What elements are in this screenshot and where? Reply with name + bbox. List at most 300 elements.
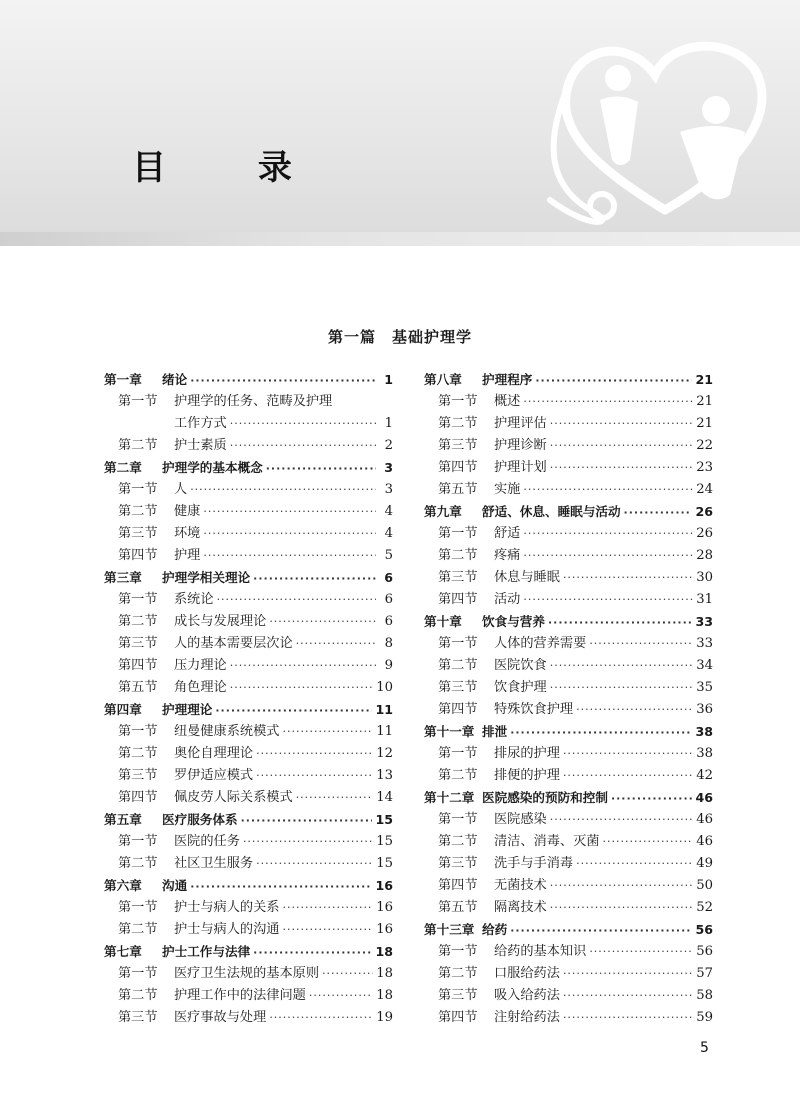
toc-entry-title: 活动 [494, 592, 521, 607]
toc-entry-title: 奥伦自理理论 [174, 746, 254, 761]
toc-entry-page: 59 [696, 1010, 713, 1025]
toc-section-entry[interactable] [104, 501, 393, 523]
toc-leader-dots [266, 458, 376, 480]
toc-entry-title: 给药的基本知识 [494, 944, 587, 959]
toc-section-entry[interactable] [424, 765, 713, 787]
toc-entry-number: 第十章 [424, 614, 462, 629]
toc-entry-title: 医院感染 [494, 812, 547, 827]
toc-section-entry[interactable] [104, 633, 393, 655]
toc-entry-title: 护理程序 [482, 372, 533, 387]
toc-entry-title: 压力理论 [174, 658, 227, 673]
toc-leader-dots [283, 721, 374, 743]
toc-section-entry[interactable] [104, 677, 393, 699]
toc-entry-title: 医院感染的预防和控制 [482, 790, 608, 805]
toc-entry-number: 第三节 [118, 526, 158, 541]
toc-entry-number: 第四节 [118, 548, 158, 563]
toc-leader-dots [230, 677, 373, 699]
toc-leader-dots [548, 612, 693, 634]
toc-entry-page: 21 [695, 372, 713, 387]
toc-leader-dots [523, 523, 693, 545]
toc-entry-page: 18 [376, 966, 393, 981]
toc-leader-dots [624, 502, 693, 524]
toc-leader-dots [203, 523, 376, 545]
toc-entry-number: 第十二章 [424, 790, 475, 805]
toc-leader-dots [253, 942, 372, 964]
toc-entry-title: 健康 [174, 504, 201, 519]
toc-leader-dots [283, 897, 374, 919]
toc-section-entry[interactable] [104, 963, 393, 985]
toc-leader-dots [230, 413, 376, 435]
toc-entry-page: 6 [384, 592, 393, 607]
toc-chapter-entry[interactable] [104, 567, 393, 589]
toc-entry-title: 排尿的护理 [494, 746, 560, 761]
toc-entry-page: 28 [696, 548, 713, 563]
toc-entry-page: 11 [376, 724, 393, 739]
part-title: 第一篇 基础护理学 [327, 328, 472, 346]
toc-entry-page: 21 [696, 394, 713, 409]
toc-entry-number: 第三节 [118, 768, 158, 783]
toc-entry-number: 第一节 [118, 834, 158, 849]
toc-section-entry[interactable] [424, 677, 713, 699]
toc-entry-page: 18 [376, 988, 393, 1003]
toc-section-entry[interactable] [104, 853, 393, 875]
toc-entry-title: 注射给药法 [494, 1010, 560, 1025]
toc-entry-page: 38 [695, 724, 713, 739]
toc-entry-title: 护理理论 [162, 702, 213, 717]
toc-entry-page: 24 [696, 482, 713, 497]
toc-leader-dots [563, 567, 693, 589]
toc-entry-page: 31 [696, 592, 713, 607]
toc-entry-title: 洗手与手消毒 [494, 856, 574, 871]
toc-entry-page: 26 [695, 504, 713, 519]
toc-entry-number: 第一节 [438, 636, 478, 651]
toc-entry-title: 护理诊断 [494, 438, 547, 453]
page-title: 目 录 [132, 148, 332, 188]
toc-entry-number: 第一节 [438, 746, 478, 761]
toc-leader-dots [256, 853, 373, 875]
toc-entry-title: 系统论 [174, 592, 214, 607]
toc-leader-dots [523, 545, 693, 567]
toc-section-entry[interactable] [104, 721, 393, 743]
toc-section-entry[interactable] [424, 479, 713, 501]
toc-entry-number: 第二节 [438, 768, 478, 783]
toc-entry-title: 工作方式 [174, 416, 227, 431]
toc-entry-title: 护理学相关理论 [162, 570, 251, 585]
toc-leader-dots [550, 457, 693, 479]
toc-entry-page: 5 [384, 548, 393, 563]
toc-section-entry[interactable] [424, 875, 713, 897]
toc-entry-page: 46 [696, 834, 713, 849]
toc-entry-title: 人的基本需要层次论 [174, 636, 293, 651]
toc-entry-title: 环境 [174, 526, 201, 541]
toc-entry-number: 第一节 [438, 526, 478, 541]
toc-entry-title: 给药 [482, 922, 508, 937]
toc-chapter-entry[interactable] [104, 809, 393, 831]
toc-entry-title: 护理工作中的法律问题 [174, 988, 306, 1003]
toc-entry-title: 特殊饮食护理 [494, 702, 574, 717]
toc-section-entry[interactable] [104, 831, 393, 853]
toc-entry-page: 50 [696, 878, 713, 893]
toc-entry-number: 第五节 [438, 900, 478, 915]
toc-entry-number: 第三节 [438, 856, 478, 871]
toc-entry-title: 社区卫生服务 [174, 856, 254, 871]
toc-chapter-entry[interactable] [104, 369, 393, 391]
toc-entry-number: 第十一章 [424, 724, 475, 739]
toc-leader-dots [611, 788, 693, 810]
toc-entry-number: 第二节 [118, 614, 158, 629]
toc-section-entry[interactable] [104, 523, 393, 545]
toc-entry-page: 19 [376, 1010, 393, 1025]
toc-entry-title: 纽曼健康系统模式 [174, 724, 280, 739]
toc-entry-number: 第十三章 [424, 922, 475, 937]
toc-leader-dots [523, 589, 693, 611]
toc-entry-page: 14 [376, 790, 393, 805]
toc-entry-title: 医疗卫生法规的基本原则 [174, 966, 320, 981]
toc-entry-number: 第五节 [118, 680, 158, 695]
toc-entry-number: 第二章 [104, 460, 142, 475]
toc-leader-dots [550, 809, 693, 831]
toc-section-entry[interactable] [424, 589, 713, 611]
toc-leader-dots [510, 722, 692, 744]
toc-entry-number: 第四节 [438, 592, 478, 607]
toc-leader-dots [550, 875, 693, 897]
toc-entry-number: 第二节 [118, 856, 158, 871]
toc-leader-dots [535, 370, 692, 392]
toc-section-entry[interactable] [104, 765, 393, 787]
toc-entry-title: 排便的护理 [494, 768, 560, 783]
toc-section-entry[interactable] [424, 391, 713, 413]
toc-entry-number: 第三节 [438, 438, 478, 453]
toc-entry-number: 第五章 [104, 812, 142, 827]
toc-section-entry[interactable] [424, 567, 713, 589]
toc-entry-number: 第一节 [118, 482, 158, 497]
toc-section-entry[interactable] [424, 699, 713, 721]
toc-entry-number: 第三节 [438, 680, 478, 695]
toc-entry-page: 49 [696, 856, 713, 871]
toc-entry-title: 医院的任务 [174, 834, 240, 849]
toc-entry-page: 15 [375, 812, 393, 827]
toc-entry-page: 58 [696, 988, 713, 1003]
toc-section-entry[interactable] [424, 809, 713, 831]
toc-section-entry[interactable] [104, 655, 393, 677]
toc-entry-page: 21 [696, 416, 713, 431]
toc-leader-dots [215, 700, 372, 722]
toc-entry-page: 4 [384, 526, 393, 541]
page-number: 5 [700, 1040, 709, 1056]
toc-entry-title: 舒适 [494, 526, 521, 541]
toc-section-entry[interactable] [104, 413, 393, 435]
toc-entry-page: 57 [696, 966, 713, 981]
toc-entry-number: 第二节 [118, 438, 158, 453]
toc-section-entry[interactable] [104, 897, 393, 919]
toc-entry-page: 33 [696, 636, 713, 651]
toc-entry-number: 第四章 [104, 702, 142, 717]
toc-section-entry[interactable] [424, 435, 713, 457]
toc-entry-title: 角色理论 [174, 680, 227, 695]
toc-entry-page: 8 [384, 636, 393, 651]
toc-entry-number: 第三章 [104, 570, 142, 585]
toc-entry-number: 第一节 [118, 900, 158, 915]
toc-entry-page: 35 [696, 680, 713, 695]
toc-leader-dots [550, 435, 693, 457]
toc-entry-page: 30 [696, 570, 713, 585]
toc-entry-number: 第九章 [424, 504, 462, 519]
toc-entry-page: 15 [376, 834, 393, 849]
toc-leader-dots [217, 589, 376, 611]
toc-entry-page: 11 [375, 702, 393, 717]
toc-leader-dots [283, 919, 374, 941]
toc-entry-page: 10 [376, 680, 393, 695]
stethoscope-heart-logo-icon [530, 20, 800, 235]
toc-leader-dots [563, 743, 693, 765]
toc-entry-title: 清洁、消毒、灭菌 [494, 834, 600, 849]
toc-entry-page: 4 [384, 504, 393, 519]
toc-leader-dots [256, 765, 373, 787]
toc-leader-dots [576, 853, 693, 875]
toc-chapter-entry[interactable] [424, 721, 713, 743]
toc-entry-title: 医院饮食 [494, 658, 547, 673]
toc-entry-page: 3 [384, 460, 393, 475]
toc-leader-dots [550, 413, 693, 435]
toc-entry-number: 第一节 [438, 812, 478, 827]
toc-section-entry[interactable] [424, 985, 713, 1007]
toc-entry-page: 46 [696, 812, 713, 827]
toc-section-entry[interactable] [104, 985, 393, 1007]
toc-section-entry[interactable] [104, 545, 393, 567]
toc-chapter-entry[interactable] [104, 941, 393, 963]
toc-entry-title: 人 [174, 482, 188, 497]
toc-entry-title: 护理评估 [494, 416, 547, 431]
toc-chapter-entry[interactable] [424, 501, 713, 523]
toc-entry-title: 休息与睡眠 [494, 570, 560, 585]
toc-entry-number: 第四节 [118, 658, 158, 673]
toc-leader-dots [550, 677, 693, 699]
toc-entry-page: 12 [376, 746, 393, 761]
toc-section-entry[interactable] [424, 1007, 713, 1029]
toc-entry-title: 人体的营养需要 [494, 636, 587, 651]
toc-chapter-entry[interactable] [424, 611, 713, 633]
toc-section-entry[interactable] [424, 457, 713, 479]
toc-leader-dots [190, 370, 376, 392]
toc-section-entry[interactable] [424, 853, 713, 875]
toc-leader-dots [241, 810, 373, 832]
toc-entry-number: 第四节 [438, 460, 478, 475]
toc-leader-dots [563, 985, 693, 1007]
toc-section-entry[interactable] [424, 941, 713, 963]
toc-entry-page: 3 [384, 482, 393, 497]
toc-entry-number: 第四节 [438, 1010, 478, 1025]
toc-entry-page: 52 [696, 900, 713, 915]
toc-entry-page: 33 [695, 614, 713, 629]
toc-entry-number: 第一节 [438, 944, 478, 959]
toc-entry-page: 22 [696, 438, 713, 453]
toc-entry-page: 1 [384, 372, 393, 387]
toc-entry-title: 绪论 [162, 372, 188, 387]
toc-entry-number: 第一节 [118, 394, 158, 409]
toc-entry-title: 罗伊适应模式 [174, 768, 254, 783]
toc-entry-page: 13 [376, 768, 393, 783]
toc-leader-dots [550, 897, 693, 919]
toc-entry-title: 无菌技术 [494, 878, 547, 893]
toc-leader-dots [563, 1007, 693, 1029]
toc-entry-title: 佩皮劳人际关系模式 [174, 790, 293, 805]
toc-leader-dots [563, 963, 693, 985]
toc-entry-number: 第三节 [438, 570, 478, 585]
toc-entry-title: 实施 [494, 482, 521, 497]
toc-entry-number: 第五节 [438, 482, 478, 497]
toc-section-entry[interactable] [424, 897, 713, 919]
toc-section-entry[interactable] [104, 1007, 393, 1029]
toc-entry-page: 42 [696, 768, 713, 783]
toc-entry-title: 护士与病人的关系 [174, 900, 280, 915]
toc-leader-dots [563, 765, 693, 787]
toc-entry-number: 第二节 [438, 966, 478, 981]
toc-section-entry[interactable] [424, 655, 713, 677]
toc-entry-title: 成长与发展理论 [174, 614, 267, 629]
toc-entry-page: 9 [384, 658, 393, 673]
toc-entry-page: 56 [695, 922, 713, 937]
toc-entry-page: 18 [375, 944, 393, 959]
toc-section-entry[interactable] [104, 611, 393, 633]
toc-entry-number: 第二节 [118, 746, 158, 761]
toc-leader-dots [253, 568, 376, 590]
toc-entry-title: 隔离技术 [494, 900, 547, 915]
toc-entry-number: 第一节 [438, 394, 478, 409]
toc-chapter-entry[interactable] [424, 787, 713, 809]
toc-entry-page: 6 [384, 614, 393, 629]
toc-leader-dots [230, 435, 376, 457]
toc-entry-number: 第一节 [118, 592, 158, 607]
toc-entry-page: 46 [695, 790, 713, 805]
toc-section-entry[interactable] [424, 831, 713, 853]
toc-entry-title: 护理计划 [494, 460, 547, 475]
toc-chapter-entry[interactable] [104, 457, 393, 479]
toc-entry-number: 第二节 [438, 548, 478, 563]
toc-entry-title: 饮食护理 [494, 680, 547, 695]
toc-chapter-entry[interactable] [424, 369, 713, 391]
toc-leader-dots [296, 633, 376, 655]
toc-leader-dots [190, 479, 376, 501]
toc-leader-dots [589, 633, 693, 655]
toc-leader-dots [230, 655, 376, 677]
toc-section-entry[interactable] [104, 589, 393, 611]
toc-leader-dots [603, 831, 694, 853]
toc-entry-title: 疼痛 [494, 548, 521, 563]
toc-entry-number: 第二节 [118, 988, 158, 1003]
toc-entry-title: 沟通 [162, 878, 188, 893]
toc-section-entry[interactable] [424, 413, 713, 435]
toc-section-entry[interactable] [104, 743, 393, 765]
toc-entry-number: 第二节 [438, 658, 478, 673]
toc-entry-number: 第四节 [118, 790, 158, 805]
toc-entry-number: 第六章 [104, 878, 142, 893]
toc-entry-title: 医疗服务体系 [162, 812, 238, 827]
toc-leader-dots [510, 920, 692, 942]
toc-section-entry[interactable] [424, 545, 713, 567]
toc-section-entry[interactable] [424, 523, 713, 545]
toc-entry-title: 医疗事故与处理 [174, 1010, 267, 1025]
toc-entry-page: 36 [696, 702, 713, 717]
toc-section-entry[interactable] [424, 633, 713, 655]
toc-entry-page: 38 [696, 746, 713, 761]
toc-entry-title: 饮食与营养 [482, 614, 545, 629]
toc-entry-page: 16 [376, 900, 393, 915]
toc-leader-dots [190, 876, 372, 898]
toc-entry-number: 第一节 [118, 966, 158, 981]
toc-chapter-entry[interactable] [424, 919, 713, 941]
toc-leader-dots [269, 611, 376, 633]
toc-entry-number: 第二节 [438, 834, 478, 849]
toc-entry-title: 护士工作与法律 [162, 944, 251, 959]
toc-leader-dots [203, 501, 376, 523]
toc-section-entry[interactable] [104, 435, 393, 457]
toc-entry-title: 舒适、休息、睡眠与活动 [482, 504, 621, 519]
toc-entry-title: 护理 [174, 548, 201, 563]
toc-entry-page: 23 [696, 460, 713, 475]
toc-entry-title: 护士素质 [174, 438, 227, 453]
toc-section-entry[interactable] [104, 787, 393, 809]
toc-entry-title: 概述 [494, 394, 521, 409]
toc-right-column [424, 369, 713, 1029]
toc-left-column [104, 369, 393, 1029]
toc-entry-page: 34 [696, 658, 713, 673]
toc-leader-dots [203, 545, 376, 567]
toc-section-entry[interactable] [424, 743, 713, 765]
toc-leader-dots [550, 655, 693, 677]
toc-entry-number: 第二节 [118, 504, 158, 519]
toc-entry-number: 第二节 [118, 922, 158, 937]
toc-section-entry[interactable] [104, 479, 393, 501]
toc-entry-number: 第一章 [104, 372, 142, 387]
toc-entry-number: 第七章 [104, 944, 142, 959]
toc-section-entry[interactable] [424, 963, 713, 985]
toc-chapter-entry[interactable] [104, 699, 393, 721]
toc-leader-dots [322, 963, 373, 985]
toc-entry-number: 第三节 [118, 1010, 158, 1025]
toc-entry-page: 6 [384, 570, 393, 585]
toc-leader-dots [576, 699, 693, 721]
toc-entry-title: 口服给药法 [494, 966, 560, 981]
toc-entry-number: 第八章 [424, 372, 462, 387]
toc-entry-page: 1 [384, 416, 393, 431]
toc-leader-dots [269, 1007, 373, 1029]
toc-entry-number: 第三节 [118, 636, 158, 651]
toc-entry-page: 16 [375, 878, 393, 893]
toc-entry-title: 护士与病人的沟通 [174, 922, 280, 937]
toc-leader-dots [523, 391, 693, 413]
toc-leader-dots [296, 787, 374, 809]
toc-entry-title: 护理学的基本概念 [162, 460, 263, 475]
toc-leader-dots [589, 941, 693, 963]
toc-leader-dots [523, 479, 693, 501]
toc-entry-number: 第二节 [438, 416, 478, 431]
toc-leader-dots [309, 985, 373, 1007]
toc-entry-page: 56 [696, 944, 713, 959]
toc-entry-page: 2 [384, 438, 393, 453]
toc-entry-title: 护理学的任务、范畴及护理 [174, 394, 333, 409]
toc-leader-dots [256, 743, 373, 765]
toc-section-entry[interactable] [104, 391, 393, 413]
toc-entry-number: 第一节 [118, 724, 158, 739]
toc-entry-page: 16 [376, 922, 393, 937]
toc-entry-page: 26 [696, 526, 713, 541]
toc-entry-number: 第四节 [438, 702, 478, 717]
toc-entry-title: 吸入给药法 [494, 988, 560, 1003]
toc-chapter-entry[interactable] [104, 875, 393, 897]
toc-entry-title: 排泄 [482, 724, 508, 739]
toc-entry-page: 15 [376, 856, 393, 871]
toc-section-entry[interactable] [104, 919, 393, 941]
